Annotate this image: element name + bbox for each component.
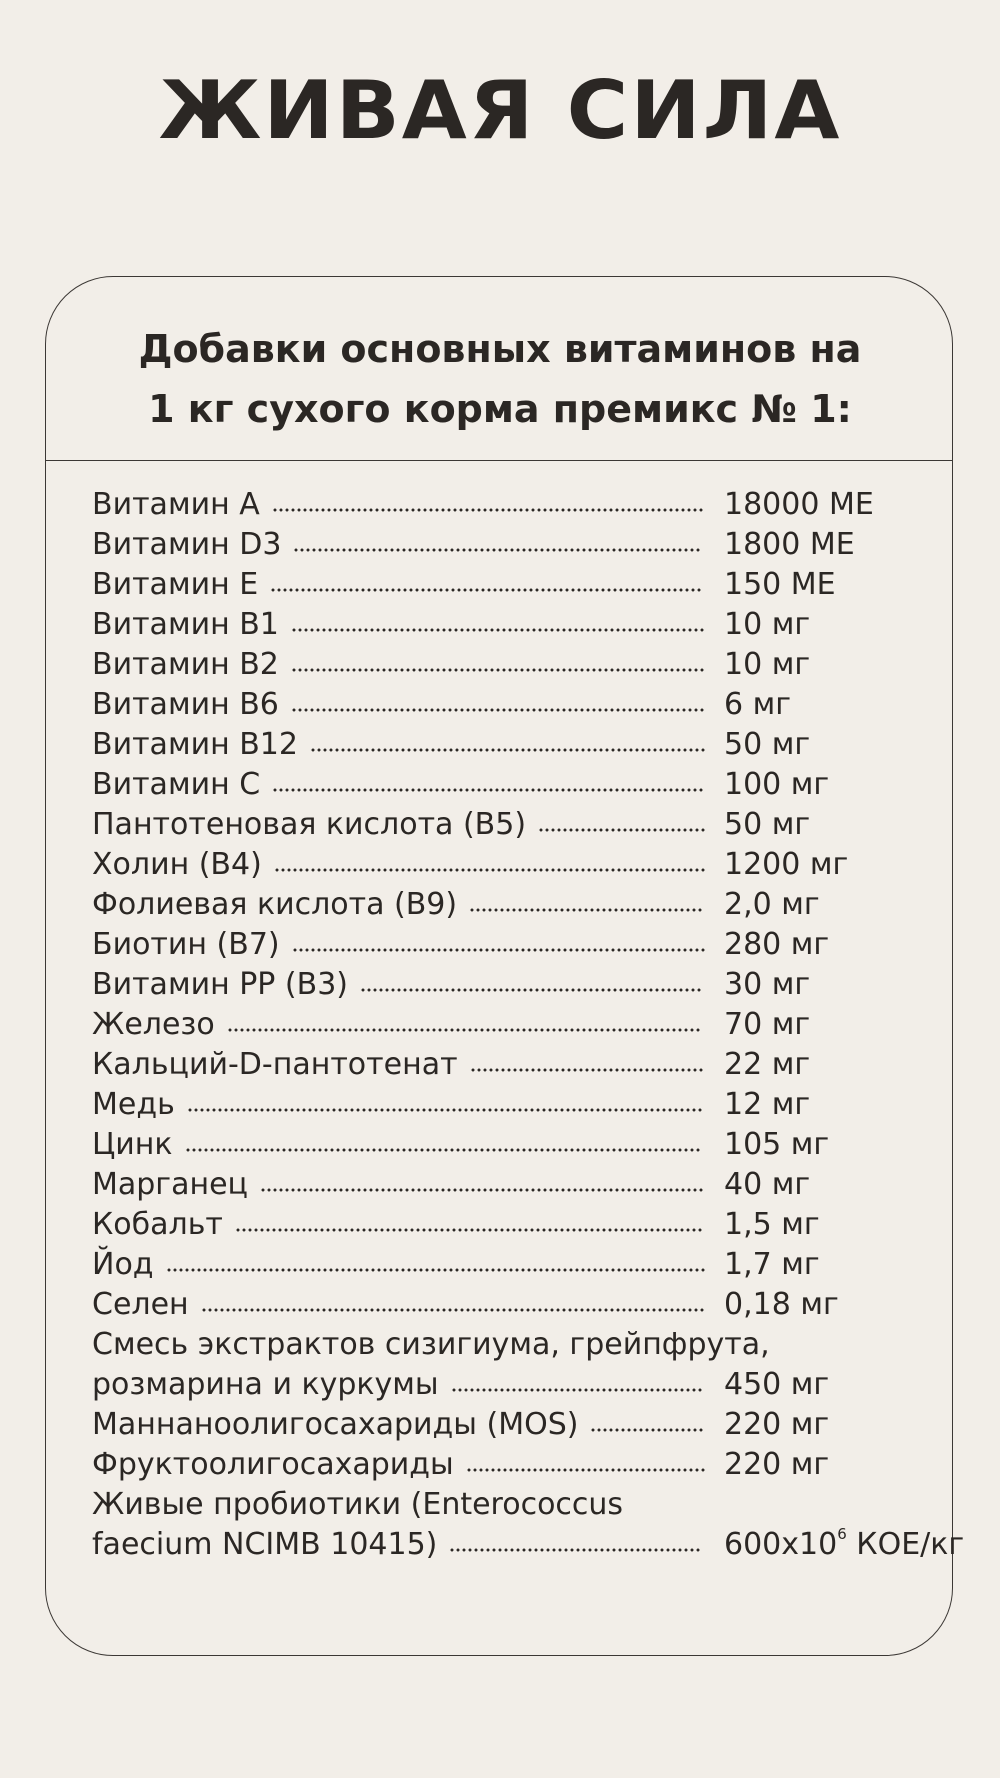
item-name: Кальций-D-пантотенат — [92, 1047, 458, 1082]
list-item — [92, 645, 942, 685]
dot-leader — [291, 667, 705, 673]
dot-leader — [538, 827, 706, 833]
dot-leader — [166, 1267, 706, 1273]
list-item — [92, 1285, 942, 1325]
item-name: Цинк — [92, 1127, 173, 1162]
item-name: Витамин Е — [92, 567, 259, 602]
list-item — [92, 765, 942, 805]
list-item — [92, 845, 942, 885]
item-value: 100 мг — [724, 767, 830, 802]
dot-leader — [272, 787, 704, 793]
item-name: Селен — [92, 1287, 189, 1322]
item-name: faecium NCIMB 10415) — [92, 1527, 438, 1562]
list-item — [92, 1445, 942, 1485]
item-name: Витамин D3 — [92, 527, 282, 562]
item-name: Витамин С — [92, 767, 261, 802]
list-item — [92, 1245, 942, 1285]
list-item — [92, 1085, 942, 1125]
dot-leader — [260, 1187, 704, 1193]
item-value: 1200 мг — [724, 847, 849, 882]
item-value: 30 мг — [724, 967, 811, 1002]
card-heading-line-1: Добавки основных витаминов на — [138, 327, 862, 371]
list-item — [92, 605, 942, 645]
list-item — [92, 1125, 942, 1165]
dot-leader — [235, 1227, 703, 1233]
dot-leader — [274, 867, 706, 873]
item-value: 450 мг — [724, 1367, 830, 1402]
item-name: Пантотеновая кислота (В5) — [92, 807, 527, 842]
dot-leader — [272, 507, 704, 513]
dot-leader — [466, 1467, 706, 1473]
dot-leader — [590, 1427, 704, 1433]
item-name: Медь — [92, 1087, 175, 1122]
supplement-list — [92, 485, 965, 1565]
divider — [46, 460, 952, 461]
list-item — [92, 965, 942, 1005]
item-value: 2,0 мг — [724, 887, 820, 922]
item-value: 50 мг — [724, 727, 811, 762]
card-heading — [46, 319, 954, 439]
item-name: Маннаноолигосахариды (MOS) — [92, 1407, 579, 1442]
list-item — [92, 1325, 942, 1365]
dot-leader — [470, 1067, 704, 1073]
item-value: 1,5 мг — [724, 1207, 820, 1242]
item-name: Витамин В1 — [92, 607, 279, 642]
item-value: 150 МЕ — [724, 567, 836, 602]
list-item — [92, 1405, 942, 1445]
list-item — [92, 1485, 942, 1525]
item-value: 18000 МЕ — [724, 487, 874, 522]
item-value: 0,18 мг — [724, 1287, 839, 1322]
list-item — [92, 525, 942, 565]
item-value: $600х10^6$ КОЕ/кг — [724, 1525, 965, 1562]
item-name: Витамин А — [92, 487, 260, 522]
list-item — [92, 725, 942, 765]
item-value: 105 мг — [724, 1127, 830, 1162]
list-item — [92, 805, 942, 845]
item-name: Витамин В2 — [92, 647, 279, 682]
dot-leader — [291, 627, 705, 633]
dot-leader — [291, 707, 705, 713]
list-item — [92, 485, 942, 525]
list-item — [92, 925, 942, 965]
item-name: Фолиевая кислота (В9) — [92, 887, 458, 922]
item-value: 10 мг — [724, 647, 811, 682]
dot-leader — [293, 547, 701, 553]
item-name: Витамин В12 — [92, 727, 298, 762]
dot-leader — [185, 1147, 701, 1153]
dot-leader — [270, 587, 702, 593]
list-item — [92, 565, 942, 605]
list-item — [92, 685, 942, 725]
dot-leader — [187, 1107, 703, 1113]
item-value: 12 мг — [724, 1087, 811, 1122]
item-value: 50 мг — [724, 807, 811, 842]
nutrition-card — [45, 276, 965, 1656]
item-value: 22 мг — [724, 1047, 811, 1082]
item-name: Смесь экстрактов сизигиума, грейпфрута, — [92, 1327, 770, 1362]
item-name: Кобальт — [92, 1207, 223, 1242]
item-name: Живые пробиотики (Enterococcus — [92, 1487, 624, 1522]
exponent: 6 — [837, 1525, 847, 1543]
item-value: 70 мг — [724, 1007, 811, 1042]
card-heading-line-2: 1 кг сухого корма премикс № 1: — [148, 387, 852, 431]
list-item — [92, 885, 942, 925]
item-name: Марганец — [92, 1167, 248, 1202]
dot-leader — [360, 987, 702, 993]
item-value: 220 мг — [724, 1407, 830, 1442]
list-item — [92, 1525, 965, 1565]
item-name: розмарина и куркумы — [92, 1367, 439, 1402]
item-name: Биотин (В7) — [92, 927, 280, 962]
dot-leader — [449, 1547, 701, 1553]
dot-leader — [451, 1387, 703, 1393]
item-value: 40 мг — [724, 1167, 811, 1202]
dot-leader — [469, 907, 703, 913]
list-item — [92, 1005, 942, 1045]
dot-leader — [227, 1027, 701, 1033]
list-item — [92, 1165, 942, 1205]
dot-leader — [292, 947, 706, 953]
item-name: Йод — [92, 1247, 154, 1282]
item-value: 1,7 мг — [724, 1247, 820, 1282]
dot-leader — [201, 1307, 705, 1313]
item-name: Холин (В4) — [92, 847, 262, 882]
brand-title: ЖИВАЯ СИЛА — [158, 62, 842, 158]
item-name: Витамин РР (В3) — [92, 967, 349, 1002]
list-item — [92, 1365, 942, 1405]
item-value: 6 мг — [724, 687, 792, 722]
item-name: Фруктоолигосахариды — [92, 1447, 454, 1482]
list-item — [92, 1045, 942, 1085]
item-value: 220 мг — [724, 1447, 830, 1482]
dot-leader — [310, 747, 706, 753]
item-value: 280 мг — [724, 927, 830, 962]
item-value: 1800 МЕ — [724, 527, 855, 562]
item-name: Железо — [92, 1007, 215, 1042]
item-name: Витамин В6 — [92, 687, 279, 722]
item-value: 10 мг — [724, 607, 811, 642]
list-item — [92, 1205, 942, 1245]
